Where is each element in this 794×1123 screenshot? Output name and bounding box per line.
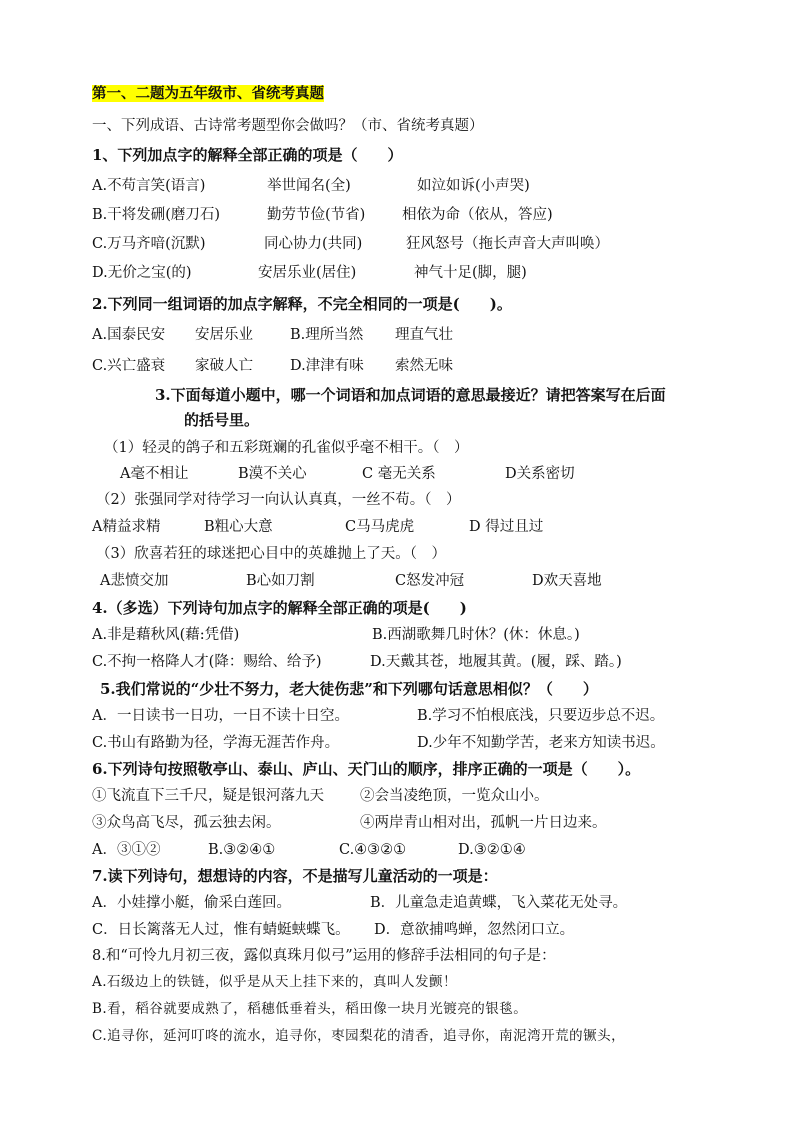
q5-title: 5.我们常说的“少壮不努力，老大徒伤悲”和下列哪句话意思相似？（ ） [100, 680, 598, 698]
q2-r2-4: 索然无味 [395, 358, 453, 374]
q1-b-2: 勤劳节俭(节省) [267, 207, 366, 223]
q8-opt-c: C.追寻你，延河叮咚的流水，追寻你，枣园梨花的清香，追寻你，南泥湾开荒的镢头， [92, 1028, 626, 1044]
q3-i3-opt-a: A悲愤交加 [100, 573, 169, 589]
q3-i1-opt-a: A毫不相让 [120, 466, 189, 482]
q3-title-line1: 3.下面每道小题中，哪一个词语和加点词语的意思最接近？请把答案写在后面 [155, 386, 666, 404]
q6-opt-d: D.③②①④ [458, 842, 526, 858]
q1-d-2: 安居乐业(居住) [258, 265, 357, 281]
q3-title-line2: 的括号里。 [184, 411, 260, 429]
q1-c-1: C.万马齐喑(沉默) [92, 236, 206, 252]
q1-d-1: D.无价之宝(的) [92, 265, 192, 281]
q3-i1-opt-d: D关系密切 [505, 466, 575, 482]
q6-line-1: ①飞流直下三千尺，疑是银河落九天 [92, 788, 324, 804]
q3-i1-opt-c: C 毫无关系 [362, 466, 436, 482]
q7-opt-c: C．日长篱落无人过，惟有蜻蜓蛱蝶飞。 [92, 922, 350, 938]
q3-item1-stem: （1）轻灵的鸽子和五彩斑斓的孔雀似乎毫不相干。（ ） [104, 440, 469, 456]
banner-note [92, 84, 324, 104]
section-one-heading: 一、下列成语、古诗常考题型你会做吗？（市、省统考真题） [92, 118, 484, 134]
q2-title: 2.下列同一组词语的加点字解释，不完全相同的一项是( )。 [92, 295, 512, 313]
q2-r1-4: 理直气壮 [395, 327, 453, 343]
q3-item3-stem: （3）欣喜若狂的球迷把心目中的英雄抛上了天。（ ） [96, 546, 446, 562]
q3-i1-opt-b: B漠不关心 [238, 466, 307, 482]
q4-title: 4.（多选）下列诗句加点字的解释全部正确的项是( ) [92, 599, 467, 617]
q7-opt-b: B．儿童急走追黄蝶，飞入菜花无处寻。 [370, 895, 628, 911]
q1-b-3: 相依为命（依从，答应) [402, 207, 553, 223]
q2-r2-2: 家破人亡 [195, 358, 253, 374]
q6-title: 6.下列诗句按照敬亭山、泰山、庐山、天门山的顺序，排序正确的一项是（ ）。 [92, 760, 641, 778]
q8-opt-a: A.石级边上的铁链，似乎是从天上挂下来的，真叫人发颤！ [92, 974, 458, 990]
q1-d-3: 神气十足(脚，腿) [414, 265, 527, 281]
q7-opt-d: D．意欲捕鸣蝉，忽然闭口立。 [374, 922, 575, 938]
q8-opt-b: B.看，稻谷就要成熟了，稻穗低垂着头，稻田像一块月光镀亮的银毯。 [92, 1001, 528, 1017]
q1-a-3: 如泣如诉(小声哭) [417, 178, 530, 194]
q3-i3-opt-c: C怒发冲冠 [395, 573, 465, 589]
q5-opt-d: D.少年不知勤学苦，老来方知读书迟。 [417, 735, 665, 751]
q3-i2-opt-d: D 得过且过 [469, 519, 544, 535]
q4-opt-d: D.天戴其苍，地履其黄。(履，踩、踏。) [370, 654, 622, 670]
q2-r2-1: C.兴亡盛衰 [92, 358, 166, 374]
q2-r1-1: A.国泰民安 [92, 327, 166, 343]
q5-opt-c: C.书山有路勤为径，学海无涯苦作舟。 [92, 735, 340, 751]
q7-title: 7.读下列诗句，想想诗的内容，不是描写儿童活动的一项是： [92, 867, 498, 885]
q1-c-2: 同心协力(共同) [264, 236, 363, 252]
q6-opt-a: A．③①② [92, 842, 161, 858]
q5-opt-b: B.学习不怕根底浅，只要迈步总不迟。 [417, 708, 665, 724]
q1-a-1: A.不苟言笑(语言) [92, 178, 206, 194]
q2-r1-3: B.理所当然 [290, 327, 364, 343]
q3-i2-opt-a: A精益求精 [92, 519, 161, 535]
q7-opt-a: A．小娃撑小艇，偷采白莲回。 [92, 895, 291, 911]
q6-line-3: ③众鸟高飞尽，孤云独去闲。 [92, 815, 281, 831]
q3-i3-opt-b: B心如刀割 [246, 573, 315, 589]
q4-opt-b: B.西湖歌舞几时休？(休：休息。) [372, 627, 580, 643]
q6-line-4: ④两岸青山相对出，孤帆一片日边来。 [360, 815, 607, 831]
q1-title: 1、下列加点字的解释全部正确的项是（ ） [92, 146, 403, 164]
q2-r2-3: D.津津有味 [290, 358, 364, 374]
q3-item2-stem: （2）张强同学对待学习一向认认真真，一丝不苟。（ ） [96, 492, 461, 508]
q6-line-2: ②会当凌绝顶，一览众山小。 [360, 788, 549, 804]
q8-title: 8.和“可怜九月初三夜，露似真珠月似弓”运用的修辞手法相同的句子是： [92, 948, 556, 964]
q2-r1-2: 安居乐业 [195, 327, 253, 343]
q5-opt-a: A．一日读书一日功，一日不读十日空。 [92, 708, 349, 724]
banner-highlight: 第一、二题为五年级市、省统考真题 [92, 85, 324, 102]
q3-i2-opt-b: B粗心大意 [204, 519, 273, 535]
q3-i2-opt-c: C马马虎虎 [345, 519, 415, 535]
q1-c-3: 狂风怒号（拖长声音大声叫唤） [406, 236, 609, 252]
q6-opt-c: C.④③②① [339, 842, 407, 858]
q4-opt-c: C.不拘一格降人才(降：赐给、给予) [92, 654, 322, 670]
q6-opt-b: B.③②④① [208, 842, 276, 858]
q4-opt-a: A.非是藉秋风(藉:凭借) [92, 627, 240, 643]
q1-b-1: B.干将发硎(磨刀石) [92, 207, 221, 223]
q3-i3-opt-d: D欢天喜地 [532, 573, 602, 589]
q1-a-2: 举世闻名(全) [267, 178, 351, 194]
